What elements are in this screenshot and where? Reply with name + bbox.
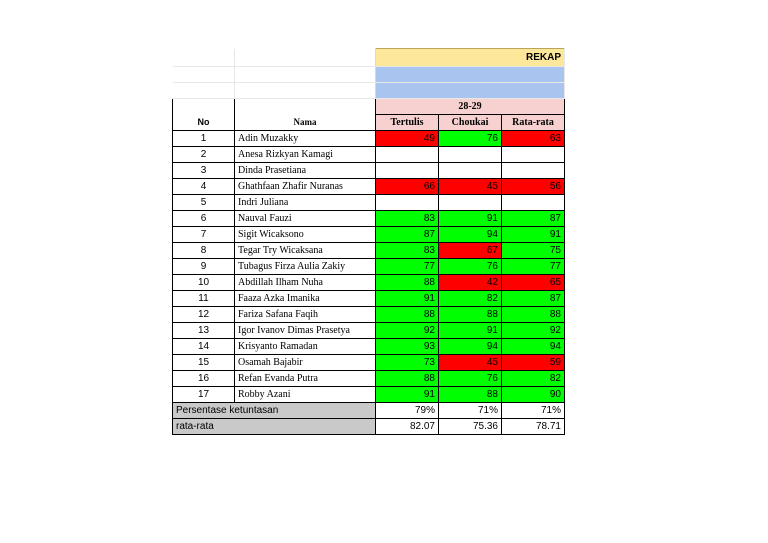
- row-written[interactable]: 91: [376, 387, 439, 403]
- row-choukai[interactable]: 88: [439, 307, 502, 323]
- cell[interactable]: [173, 83, 235, 99]
- table-row: [173, 339, 565, 355]
- row-average[interactable]: [502, 163, 565, 179]
- row-average[interactable]: 82: [502, 371, 565, 387]
- table-row: [173, 259, 565, 275]
- row-written[interactable]: [376, 147, 439, 163]
- row-name[interactable]: Anesa Rizkyan Kamagi: [235, 147, 376, 163]
- row-written[interactable]: 88: [376, 371, 439, 387]
- row-no[interactable]: 15: [173, 355, 235, 371]
- row-choukai[interactable]: 45: [439, 355, 502, 371]
- row-written[interactable]: 88: [376, 307, 439, 323]
- row-no[interactable]: 12: [173, 307, 235, 323]
- row-average[interactable]: 65: [502, 275, 565, 291]
- row-no[interactable]: 13: [173, 323, 235, 339]
- row-average[interactable]: 63: [502, 131, 565, 147]
- row-average[interactable]: 59: [502, 355, 565, 371]
- cell[interactable]: [173, 67, 235, 83]
- row-average[interactable]: [502, 195, 565, 211]
- row-choukai[interactable]: 76: [439, 131, 502, 147]
- row-name[interactable]: Tubagus Firza Aulia Zakiy: [235, 259, 376, 275]
- row-no[interactable]: 4: [173, 179, 235, 195]
- row-name[interactable]: Faaza Azka Imanika: [235, 291, 376, 307]
- row-average[interactable]: 90: [502, 387, 565, 403]
- average-choukai[interactable]: 75.36: [439, 419, 502, 435]
- row-name[interactable]: Fariza Safana Faqih: [235, 307, 376, 323]
- row-average[interactable]: 94: [502, 339, 565, 355]
- row-average[interactable]: 77: [502, 259, 565, 275]
- table-row: [173, 291, 565, 307]
- row-average[interactable]: 92: [502, 323, 565, 339]
- row-average[interactable]: 87: [502, 211, 565, 227]
- blue-band-row: [173, 67, 565, 83]
- row-average[interactable]: 75: [502, 243, 565, 259]
- row-no[interactable]: 2: [173, 147, 235, 163]
- blue-band-cell[interactable]: [376, 67, 565, 83]
- row-choukai[interactable]: 91: [439, 323, 502, 339]
- blue-band-row: [173, 83, 565, 99]
- row-no[interactable]: 8: [173, 243, 235, 259]
- row-written[interactable]: [376, 195, 439, 211]
- row-choukai[interactable]: 76: [439, 259, 502, 275]
- table-row: [173, 131, 565, 147]
- pass-rate-choukai[interactable]: 71%: [439, 403, 502, 419]
- row-written[interactable]: 73: [376, 355, 439, 371]
- row-name[interactable]: Osamah Bajabir: [235, 355, 376, 371]
- row-choukai[interactable]: 94: [439, 227, 502, 243]
- row-choukai[interactable]: [439, 195, 502, 211]
- name-header[interactable]: Nama: [235, 115, 376, 131]
- table-row: [173, 307, 565, 323]
- row-choukai[interactable]: 76: [439, 371, 502, 387]
- row-written[interactable]: 77: [376, 259, 439, 275]
- table-row: [173, 387, 565, 403]
- row-choukai[interactable]: 94: [439, 339, 502, 355]
- table-row: [173, 179, 565, 195]
- row-no[interactable]: 7: [173, 227, 235, 243]
- header-row: [173, 115, 565, 131]
- row-name[interactable]: Refan Evanda Putra: [235, 371, 376, 387]
- row-choukai[interactable]: 91: [439, 211, 502, 227]
- table-row: [173, 195, 565, 211]
- row-average[interactable]: 56: [502, 179, 565, 195]
- table-row: [173, 147, 565, 163]
- row-written[interactable]: [376, 163, 439, 179]
- period-row: [173, 99, 565, 115]
- blue-band-cell[interactable]: [376, 83, 565, 99]
- row-name[interactable]: Nauval Fauzi: [235, 211, 376, 227]
- row-name[interactable]: Sigit Wicaksono: [235, 227, 376, 243]
- row-name[interactable]: Krisyanto Ramadan: [235, 339, 376, 355]
- row-name[interactable]: Tegar Try Wicaksana: [235, 243, 376, 259]
- report-table: [172, 48, 565, 435]
- no-header[interactable]: No: [173, 115, 235, 131]
- table-row: [173, 355, 565, 371]
- row-average[interactable]: 88: [502, 307, 565, 323]
- row-name[interactable]: Adin Muzakky: [235, 131, 376, 147]
- row-written[interactable]: 49: [376, 131, 439, 147]
- cell[interactable]: [235, 67, 376, 83]
- report-title[interactable]: REKAP: [376, 49, 565, 67]
- cell[interactable]: [235, 49, 376, 67]
- pass-rate-row: [173, 403, 565, 419]
- row-choukai[interactable]: 42: [439, 275, 502, 291]
- row-no[interactable]: 9: [173, 259, 235, 275]
- row-written[interactable]: 87: [376, 227, 439, 243]
- table-row: [173, 275, 565, 291]
- period-header[interactable]: 28-29: [376, 99, 565, 115]
- row-no[interactable]: 10: [173, 275, 235, 291]
- table-row: [173, 227, 565, 243]
- no-header-top[interactable]: [173, 99, 235, 115]
- row-choukai[interactable]: [439, 163, 502, 179]
- pass-rate-average[interactable]: 71%: [502, 403, 565, 419]
- row-written[interactable]: 93: [376, 339, 439, 355]
- name-header-top[interactable]: [235, 99, 376, 115]
- row-choukai[interactable]: [439, 147, 502, 163]
- row-name[interactable]: Igor Ivanov Dimas Prasetya: [235, 323, 376, 339]
- row-no[interactable]: 6: [173, 211, 235, 227]
- row-choukai[interactable]: 45: [439, 179, 502, 195]
- title-row: [173, 49, 565, 67]
- row-average[interactable]: [502, 147, 565, 163]
- table-row: [173, 371, 565, 387]
- row-no[interactable]: 3: [173, 163, 235, 179]
- average-average[interactable]: 78.71: [502, 419, 565, 435]
- row-choukai[interactable]: 67: [439, 243, 502, 259]
- row-written[interactable]: 83: [376, 243, 439, 259]
- row-name[interactable]: Abdillah Ilham Nuha: [235, 275, 376, 291]
- table-row: [173, 323, 565, 339]
- cell[interactable]: [173, 49, 235, 67]
- average-header[interactable]: Rata-rata: [502, 115, 565, 131]
- table-row: [173, 163, 565, 179]
- choukai-header[interactable]: Choukai: [439, 115, 502, 131]
- cell[interactable]: [235, 83, 376, 99]
- table-row: [173, 211, 565, 227]
- table-row: [173, 243, 565, 259]
- row-no[interactable]: 1: [173, 131, 235, 147]
- pass-rate-label[interactable]: Persentase ketuntasan: [173, 403, 376, 419]
- row-no[interactable]: 17: [173, 387, 235, 403]
- row-name[interactable]: Robby Azani: [235, 387, 376, 403]
- row-average[interactable]: 91: [502, 227, 565, 243]
- row-written[interactable]: 91: [376, 291, 439, 307]
- average-written[interactable]: 82.07: [376, 419, 439, 435]
- written-header[interactable]: Tertulis: [376, 115, 439, 131]
- row-no[interactable]: 14: [173, 339, 235, 355]
- pass-rate-written[interactable]: 79%: [376, 403, 439, 419]
- row-no[interactable]: 16: [173, 371, 235, 387]
- row-no[interactable]: 5: [173, 195, 235, 211]
- row-written[interactable]: 66: [376, 179, 439, 195]
- row-name[interactable]: Indri Juliana: [235, 195, 376, 211]
- row-no[interactable]: 11: [173, 291, 235, 307]
- row-written[interactable]: 88: [376, 275, 439, 291]
- row-average[interactable]: 87: [502, 291, 565, 307]
- average-row: [173, 419, 565, 435]
- row-name[interactable]: Ghathfaan Zhafir Nuranas: [235, 179, 376, 195]
- row-choukai[interactable]: 88: [439, 387, 502, 403]
- row-written[interactable]: 92: [376, 323, 439, 339]
- row-choukai[interactable]: 82: [439, 291, 502, 307]
- average-label[interactable]: rata-rata: [173, 419, 376, 435]
- row-name[interactable]: Dinda Prasetiana: [235, 163, 376, 179]
- row-written[interactable]: 83: [376, 211, 439, 227]
